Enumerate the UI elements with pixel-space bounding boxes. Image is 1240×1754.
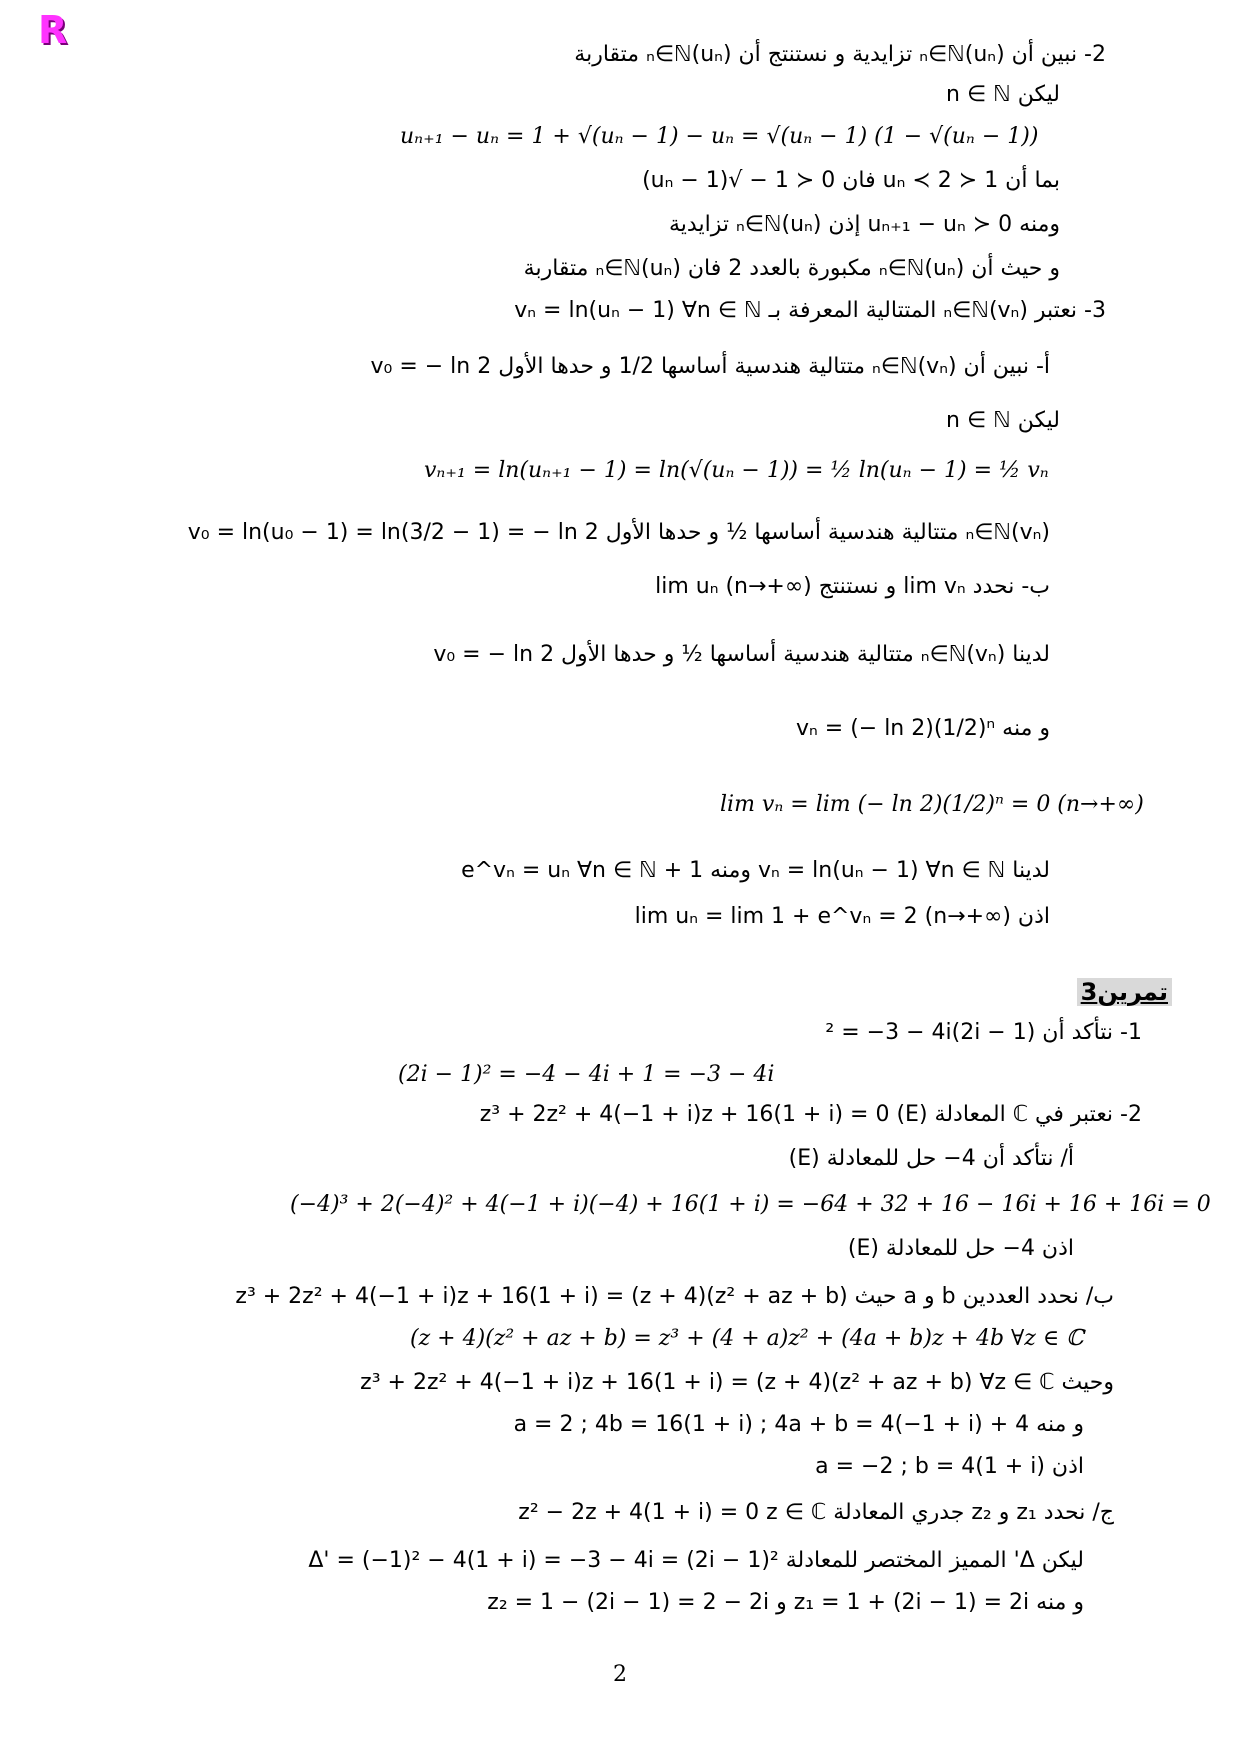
question-1: 1- نتأكد أن (2i − 1)² = −3 − 4i [825,1020,1142,1045]
text-line: و منه vₙ = (− ln 2)(1/2)ⁿ [795,716,1050,741]
question-2: 2- نعتبر في ℂ المعادلة z³ + 2z² + 4(−1 + i)z + 16(1 + i) = 0 (E) [479,1102,1142,1127]
text-line: لدينا vₙ = ln(uₙ − 1) ∀n ∈ ℕ ومنه 1 + e^vₙ = uₙ ∀n ∈ ℕ [461,858,1050,883]
text-line: وحيث z³ + 2z² + 4(−1 + i)z + 16(1 + i) = (z + 4)(z² + az + b) ∀z ∈ ℂ [360,1370,1114,1395]
text-line: و منه z₁ = 1 + (2i − 1) = 2i و z₂ = 1 − (2i − 1) = 2 − 2i [487,1590,1084,1615]
equation-line: lim vₙ = lim (− ln 2)(1/2)ⁿ = 0 (n→+∞) [720,792,1144,817]
text-line: ليكن Δ' المميز المختصر للمعادلة Δ' = (−1)² − 4(1 + i) = −3 − 4i = (2i − 1)² [308,1548,1084,1573]
text-line: (vₙ)ₙ∈ℕ متتالية هندسية أساسها ½ و حدها الأول v₀ = ln(u₀ − 1) = ln(3/2 − 1) = − ln 2 [187,520,1050,545]
text-line: لدينا (vₙ)ₙ∈ℕ متتالية هندسية أساسها ½ و حدها الأول v₀ = − ln 2 [433,642,1050,667]
exercise-heading: تمرين3 [1077,978,1172,1006]
page-number: 2 [613,1662,627,1687]
text-line: ومنه uₙ₊₁ − uₙ ≻ 0 إذن (uₙ)ₙ∈ℕ تزايدية [669,212,1060,237]
question-3b: ب- نحدد lim vₙ و نستنتج lim uₙ (n→+∞) [655,574,1050,599]
equation-line: (2i − 1)² = −4 − 4i + 1 = −3 − 4i [398,1062,775,1087]
text-line: ليكن n ∈ ℕ [946,408,1060,433]
question-2c: ج/ نحدد z₁ و z₂ جدري المعادلة z² − 2z + 4(1 + i) = 0 z ∈ ℂ [518,1500,1114,1525]
text-line: ليكن n ∈ ℕ [946,82,1060,107]
text-line: اذن a = −2 ; b = 4(1 + i) [815,1454,1084,1479]
logo-icon: R [38,8,68,52]
text-line: بما أن 1 ≺ uₙ ≺ 2 فان 0 ≺ 1 − √(uₙ − 1) [642,168,1060,193]
text-line: اذن lim uₙ = lim 1 + e^vₙ = 2 (n→+∞) [634,904,1050,929]
text-line: و حيث أن (uₙ)ₙ∈ℕ مكبورة بالعدد 2 فان (uₙ)ₙ∈ℕ متقاربة [523,256,1060,281]
equation-line: (z + 4)(z² + az + b) = z³ + (4 + a)z² + (4a + b)z + 4b ∀z ∈ ℂ [410,1326,1084,1351]
text-line: و منه 4 + a = 2 ; 4b = 16(1 + i) ; 4a + b = 4(−1 + i) [513,1412,1084,1437]
question-2b: ب/ نحدد العددين b و a حيث z³ + 2z² + 4(−1 + i)z + 16(1 + i) = (z + 4)(z² + az + b) [235,1284,1114,1309]
question-3a: أ- نبين أن (vₙ)ₙ∈ℕ متتالية هندسية أساسها 1/2 و حدها الأول v₀ = − ln 2 [370,354,1050,379]
text-line: اذن 4− حل للمعادلة (E) [847,1236,1074,1261]
question-2: 2- نبين أن (uₙ)ₙ∈ℕ تزايدية و نستنتج أن (uₙ)ₙ∈ℕ متقاربة [574,42,1106,67]
equation-line: (−4)³ + 2(−4)² + 4(−1 + i)(−4) + 16(1 + i) = −64 + 32 + 16 − 16i + 16 + 16i = 0 [290,1192,1211,1217]
equation-line: uₙ₊₁ − uₙ = 1 + √(uₙ − 1) − uₙ = √(uₙ − 1) (1 − √(uₙ − 1)) [400,124,1039,149]
question-3: 3- نعتبر (vₙ)ₙ∈ℕ المتتالية المعرفة بـ vₙ = ln(uₙ − 1) ∀n ∈ ℕ [514,298,1106,323]
equation-line: vₙ₊₁ = ln(uₙ₊₁ − 1) = ln(√(uₙ − 1)) = ½ ln(uₙ − 1) = ½ vₙ [424,458,1049,483]
question-2a: أ/ نتأكد أن 4− حل للمعادلة (E) [788,1146,1074,1171]
